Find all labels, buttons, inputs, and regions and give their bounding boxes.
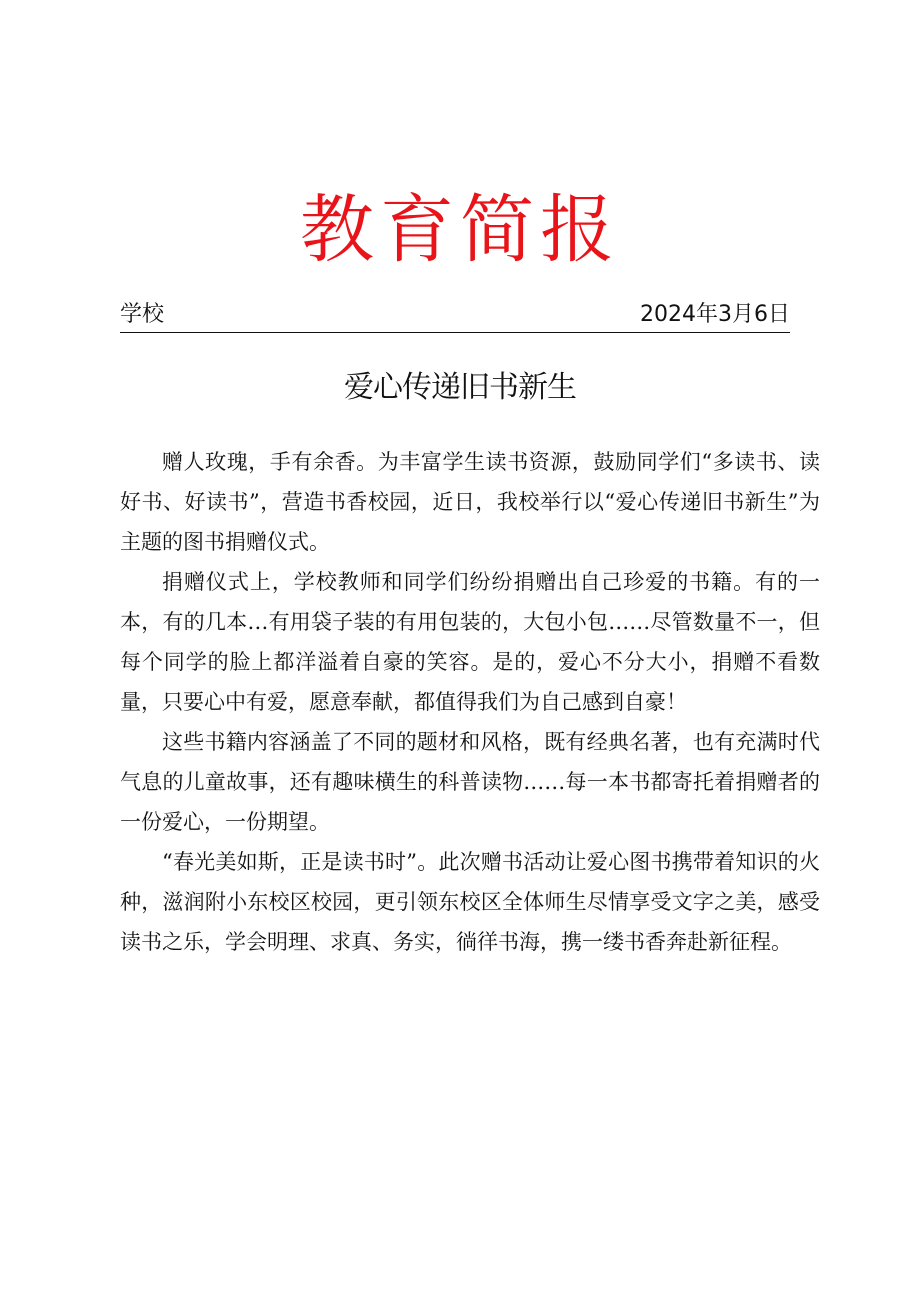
paragraph: 这些书籍内容涵盖了不同的题材和风格，既有经典名著，也有充满时代气息的儿童故事，还有趣味横生的科普读物……每一本书都寄托着捐赠者的一份爱心，一份期望。 — [120, 730, 820, 834]
issue-date: 2024年3月6日 — [640, 302, 790, 327]
paragraph: 赠人玫瑰，手有余香。为丰富学生读书资源，鼓励同学们“多读书、读好书、好读书”，营造书香校园，近日，我校举行以“爱心传递旧书新生”为主题的图书捐赠仪式。 — [120, 450, 820, 554]
meta-row — [120, 298, 790, 333]
masthead-title: 教育简报 — [300, 187, 620, 273]
paragraph: 捐赠仪式上，学校教师和同学们纷纷捐赠出自己珍爱的书籍。有的一本，有的几本…有用袋子装的有用包装的，大包小包……尽管数量不一，但每个同学的脸上都洋溢着自豪的笑容。是的，爱心不分大小，捐赠不看数量，只要心中有爱，愿意奉献，都值得我们为自己感到自豪！ — [120, 570, 820, 714]
school-label: 学校 — [120, 302, 165, 327]
paragraph: “春光美如斯，正是读书时”。此次赠书活动让爱心图书携带着知识的火种，滋润附小东校区校园，更引领东校区全体师生尽情享受文字之美，感受读书之乐，学会明理、求真、务实，徜徉书海，携一缕书香奔赴新征程。 — [120, 850, 820, 954]
article-body — [120, 442, 820, 962]
article-headline: 爱心传递旧书新生 — [344, 370, 576, 405]
